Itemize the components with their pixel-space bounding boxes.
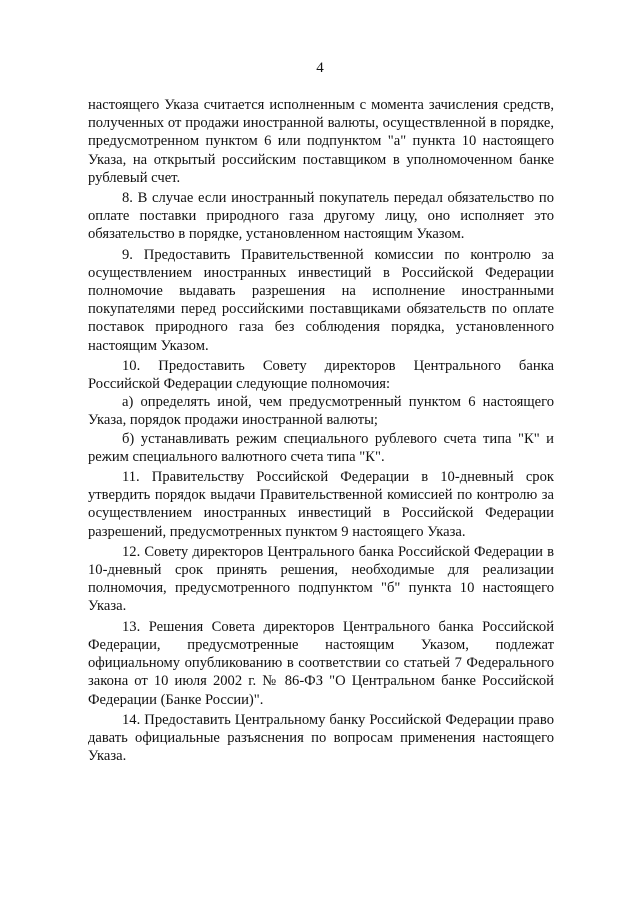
- paragraph-item-13: 13. Решения Совета директоров Центрального банка Российской Федерации, предусмотренные настоящим Указом, подлежат официальному опубликованию в соответствии со статьей 7 Федерального закона от 10 июля 2002 г. № 86-ФЗ "О Центральном банке Российской Федерации (Банке России)".: [88, 618, 554, 708]
- subparagraph-10a: а) определять иной, чем предусмотренный пунктом 6 настоящего Указа, порядок продажи иностранной валюты;: [88, 394, 554, 429]
- paragraph-item-11: 11. Правительству Российской Федерации в 10-дневный срок утвердить порядок выдачи Правительственной комиссией по контролю за осуществлением иностранных инвестиций в Российской Федерации разрешений, предусмотренных пунктом 9 настоящего Указа.: [88, 469, 554, 540]
- paragraph-item-12: 12. Совету директоров Центрального банка Российской Федерации в 10-дневный срок принять решения, необходимые для реализации полномочия, предусмотренного подпунктом "б" пункта 10 настоящего Указа.: [88, 543, 554, 615]
- paragraph-item-14: 14. Предоставить Центральному банку Российской Федерации право давать официальные разъяснения по вопросам применения настоящего Указа.: [88, 711, 554, 765]
- paragraph-item-8: 8. В случае если иностранный покупатель передал обязательство по оплате поставки природного газа другому лицу, оно исполняет это обязательство в порядке, установленном настоящим Указом.: [88, 190, 554, 243]
- paragraph-item-10: 10. Предоставить Совету директоров Центрального банка Российской Федерации следующие полномочия:: [88, 357, 554, 393]
- paragraph-item-9: 9. Предоставить Правительственной комиссии по контролю за осуществлением иностранных инвестиций в Российской Федерации полномочие выдавать разрешения на исполнение иностранными покупателями перед российскими поставщиками обязательств по оплате поставок природного газа без соблюдения порядка, установленного настоящим Указом.: [88, 246, 554, 354]
- page-number: 4: [316, 60, 324, 76]
- paragraph-continuation: настоящего Указа считается исполненным с момента зачисления средств, полученных от продажи иностранной валюты, осуществленной в порядке, предусмотренном пунктом 6 или подпунктом "а" пункта 10 настоящего Указа, на открытый российским поставщиком в уполномоченном банке рублевый счет.: [88, 97, 554, 186]
- document-body: [88, 96, 554, 767]
- subparagraph-10b: б) устанавливать режим специального рублевого счета типа "К" и режим специального валютного счета типа "К".: [88, 430, 554, 465]
